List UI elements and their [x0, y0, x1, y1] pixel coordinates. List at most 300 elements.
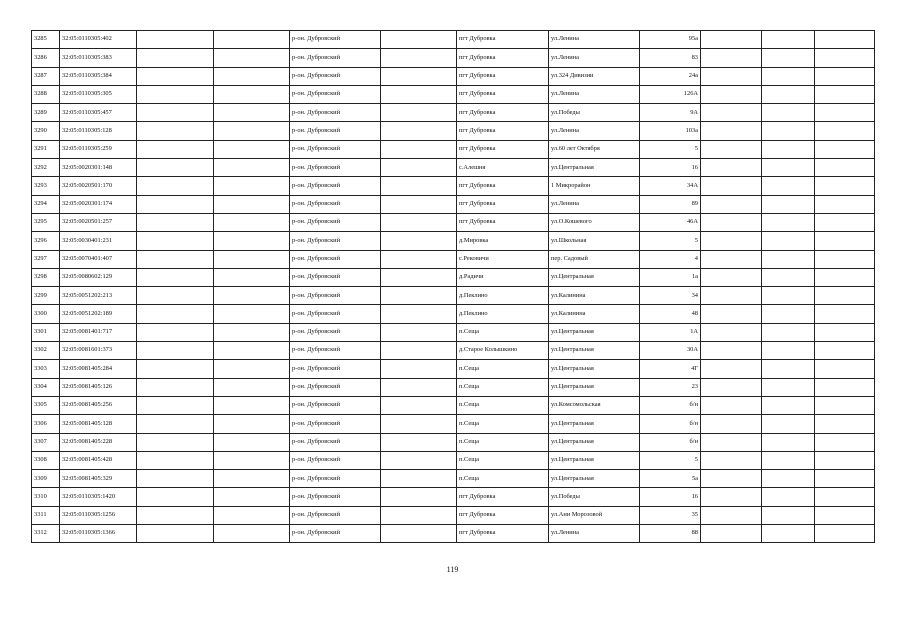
settlement-cell: пгт Дубровка	[457, 506, 549, 524]
empty-cell	[762, 287, 815, 305]
empty-cell	[137, 268, 214, 286]
empty-cell	[701, 488, 762, 506]
empty-cell	[701, 177, 762, 195]
district-cell: р-он. Дубровский	[290, 104, 381, 122]
house-number-cell: 34А	[640, 177, 701, 195]
empty-cell	[701, 140, 762, 158]
cadastral-number-cell: 32:05:0081405:128	[60, 415, 137, 433]
cadastral-number-cell: 32:05:0081405:228	[60, 433, 137, 451]
street-cell: ул.324 Дивизии	[549, 67, 640, 85]
empty-cell	[701, 506, 762, 524]
street-cell: ул.Комсомольская	[549, 396, 640, 414]
empty-cell	[381, 470, 457, 488]
settlement-cell: пгт Дубровка	[457, 525, 549, 543]
empty-cell	[815, 451, 875, 469]
empty-cell	[137, 67, 214, 85]
district-cell: р-он. Дубровский	[290, 506, 381, 524]
empty-cell	[381, 396, 457, 414]
street-cell: ул.Ленина	[549, 85, 640, 103]
cadastral-number-cell: 32:05:0081405:284	[60, 360, 137, 378]
empty-cell	[815, 67, 875, 85]
house-number-cell: 1а	[640, 268, 701, 286]
table-row	[32, 268, 875, 286]
house-number-cell: 126А	[640, 85, 701, 103]
table-row	[32, 67, 875, 85]
settlement-cell: д.Радичи	[457, 268, 549, 286]
empty-cell	[137, 433, 214, 451]
cadastral-number-cell: 32:05:0110305:259	[60, 140, 137, 158]
empty-cell	[815, 49, 875, 67]
settlement-cell: пгт Дубровка	[457, 195, 549, 213]
empty-cell	[214, 506, 290, 524]
empty-cell	[214, 433, 290, 451]
street-cell: ул.Центральная	[549, 378, 640, 396]
house-number-cell: 23	[640, 378, 701, 396]
row-number-cell: 3312	[32, 525, 60, 543]
cadastral-number-cell: 32:05:0081405:126	[60, 378, 137, 396]
street-cell: ул.Центральная	[549, 323, 640, 341]
row-number-cell: 3302	[32, 342, 60, 360]
cadastral-number-cell: 32:05:0110305:1420	[60, 488, 137, 506]
empty-cell	[762, 415, 815, 433]
cadastral-number-cell: 32:05:0110305:128	[60, 122, 137, 140]
street-cell: ул.Ленина	[549, 122, 640, 140]
empty-cell	[815, 31, 875, 49]
empty-cell	[762, 177, 815, 195]
row-number-cell: 3300	[32, 305, 60, 323]
empty-cell	[214, 67, 290, 85]
table-row	[32, 415, 875, 433]
empty-cell	[214, 159, 290, 177]
cadastral-number-cell: 32:05:0020501:257	[60, 213, 137, 231]
empty-cell	[701, 159, 762, 177]
empty-cell	[815, 342, 875, 360]
table-row	[32, 396, 875, 414]
house-number-cell: 5а	[640, 470, 701, 488]
empty-cell	[214, 305, 290, 323]
empty-cell	[762, 213, 815, 231]
cadastral-number-cell: 32:05:0070401:407	[60, 250, 137, 268]
house-number-cell: 89	[640, 195, 701, 213]
empty-cell	[137, 104, 214, 122]
settlement-cell: пгт Дубровка	[457, 85, 549, 103]
cadastral-number-cell: 32:05:0051202:213	[60, 287, 137, 305]
empty-cell	[137, 122, 214, 140]
district-cell: р-он. Дубровский	[290, 195, 381, 213]
settlement-cell: д.Мировка	[457, 232, 549, 250]
district-cell: р-он. Дубровский	[290, 342, 381, 360]
empty-cell	[214, 396, 290, 414]
district-cell: р-он. Дубровский	[290, 232, 381, 250]
table-row	[32, 104, 875, 122]
empty-cell	[381, 287, 457, 305]
house-number-cell: 5	[640, 140, 701, 158]
house-number-cell: б/н	[640, 433, 701, 451]
empty-cell	[762, 159, 815, 177]
empty-cell	[137, 360, 214, 378]
district-cell: р-он. Дубровский	[290, 31, 381, 49]
row-number-cell: 3289	[32, 104, 60, 122]
empty-cell	[137, 415, 214, 433]
cadastral-number-cell: 32:05:0081401:717	[60, 323, 137, 341]
street-cell: ул.Ленина	[549, 31, 640, 49]
empty-cell	[815, 232, 875, 250]
row-number-cell: 3303	[32, 360, 60, 378]
empty-cell	[815, 378, 875, 396]
empty-cell	[137, 195, 214, 213]
settlement-cell: пгт Дубровка	[457, 67, 549, 85]
empty-cell	[381, 250, 457, 268]
empty-cell	[701, 122, 762, 140]
empty-cell	[762, 104, 815, 122]
settlement-cell: пгт Дубровка	[457, 140, 549, 158]
empty-cell	[701, 104, 762, 122]
street-cell: ул.Центральная	[549, 470, 640, 488]
empty-cell	[381, 268, 457, 286]
empty-cell	[137, 140, 214, 158]
empty-cell	[815, 177, 875, 195]
cadastral-number-cell: 32:05:0110305:1256	[60, 506, 137, 524]
empty-cell	[137, 342, 214, 360]
house-number-cell: 1А	[640, 323, 701, 341]
table-row	[32, 378, 875, 396]
settlement-cell: с.Рековичи	[457, 250, 549, 268]
empty-cell	[381, 49, 457, 67]
table-row	[32, 195, 875, 213]
cadastral-number-cell: 32:05:0020301:174	[60, 195, 137, 213]
row-number-cell: 3292	[32, 159, 60, 177]
row-number-cell: 3310	[32, 488, 60, 506]
cadastral-number-cell: 32:05:0081405:256	[60, 396, 137, 414]
empty-cell	[214, 213, 290, 231]
table-row	[32, 323, 875, 341]
empty-cell	[701, 433, 762, 451]
empty-cell	[137, 177, 214, 195]
empty-cell	[815, 415, 875, 433]
empty-cell	[701, 250, 762, 268]
district-cell: р-он. Дубровский	[290, 323, 381, 341]
empty-cell	[137, 451, 214, 469]
settlement-cell: п.Сеща	[457, 396, 549, 414]
empty-cell	[214, 195, 290, 213]
empty-cell	[214, 49, 290, 67]
settlement-cell: д.Пеклино	[457, 287, 549, 305]
district-cell: р-он. Дубровский	[290, 378, 381, 396]
empty-cell	[381, 85, 457, 103]
house-number-cell: 48	[640, 305, 701, 323]
street-cell: ул.Центральная	[549, 342, 640, 360]
empty-cell	[137, 378, 214, 396]
settlement-cell: пгт Дубровка	[457, 488, 549, 506]
district-cell: р-он. Дубровский	[290, 525, 381, 543]
district-cell: р-он. Дубровский	[290, 451, 381, 469]
empty-cell	[815, 506, 875, 524]
empty-cell	[701, 323, 762, 341]
empty-cell	[762, 67, 815, 85]
table-row	[32, 140, 875, 158]
empty-cell	[137, 250, 214, 268]
settlement-cell: п.Сеща	[457, 433, 549, 451]
district-cell: р-он. Дубровский	[290, 396, 381, 414]
empty-cell	[815, 85, 875, 103]
empty-cell	[381, 195, 457, 213]
empty-cell	[214, 232, 290, 250]
house-number-cell: 16	[640, 488, 701, 506]
house-number-cell: 30А	[640, 342, 701, 360]
empty-cell	[214, 470, 290, 488]
street-cell: ул.Ани Морозовой	[549, 506, 640, 524]
empty-cell	[701, 213, 762, 231]
empty-cell	[214, 323, 290, 341]
settlement-cell: п.Сеща	[457, 360, 549, 378]
cadastral-number-cell: 32:05:0020301:148	[60, 159, 137, 177]
empty-cell	[381, 232, 457, 250]
empty-cell	[815, 433, 875, 451]
row-number-cell: 3301	[32, 323, 60, 341]
empty-cell	[762, 268, 815, 286]
empty-cell	[762, 232, 815, 250]
empty-cell	[815, 525, 875, 543]
empty-cell	[381, 342, 457, 360]
empty-cell	[381, 506, 457, 524]
house-number-cell: 95а	[640, 31, 701, 49]
table-body	[32, 31, 875, 543]
empty-cell	[214, 287, 290, 305]
empty-cell	[381, 159, 457, 177]
row-number-cell: 3311	[32, 506, 60, 524]
empty-cell	[762, 250, 815, 268]
street-cell: ул.Победы	[549, 104, 640, 122]
cadastral-number-cell: 32:05:0110305:402	[60, 31, 137, 49]
house-number-cell: 35	[640, 506, 701, 524]
district-cell: р-он. Дубровский	[290, 49, 381, 67]
district-cell: р-он. Дубровский	[290, 360, 381, 378]
row-number-cell: 3305	[32, 396, 60, 414]
empty-cell	[381, 213, 457, 231]
row-number-cell: 3309	[32, 470, 60, 488]
empty-cell	[762, 378, 815, 396]
empty-cell	[214, 122, 290, 140]
settlement-cell: с.Алешня	[457, 159, 549, 177]
empty-cell	[214, 85, 290, 103]
cadastral-number-cell: 32:05:0081601:373	[60, 342, 137, 360]
empty-cell	[381, 488, 457, 506]
empty-cell	[137, 287, 214, 305]
empty-cell	[701, 31, 762, 49]
empty-cell	[701, 67, 762, 85]
cadastral-number-cell: 32:05:0110305:384	[60, 67, 137, 85]
empty-cell	[815, 488, 875, 506]
row-number-cell: 3299	[32, 287, 60, 305]
empty-cell	[762, 85, 815, 103]
settlement-cell: п.Сеща	[457, 378, 549, 396]
table-row	[32, 232, 875, 250]
empty-cell	[762, 433, 815, 451]
empty-cell	[762, 195, 815, 213]
house-number-cell: 46А	[640, 213, 701, 231]
empty-cell	[815, 159, 875, 177]
row-number-cell: 3307	[32, 433, 60, 451]
house-number-cell: 88	[640, 525, 701, 543]
cadastral-number-cell: 32:05:0081405:329	[60, 470, 137, 488]
house-number-cell: 9А	[640, 104, 701, 122]
empty-cell	[762, 506, 815, 524]
table-row	[32, 488, 875, 506]
empty-cell	[214, 525, 290, 543]
empty-cell	[762, 31, 815, 49]
row-number-cell: 3285	[32, 31, 60, 49]
row-number-cell: 3297	[32, 250, 60, 268]
empty-cell	[381, 305, 457, 323]
empty-cell	[762, 140, 815, 158]
empty-cell	[381, 415, 457, 433]
street-cell: ул.Центральная	[549, 268, 640, 286]
district-cell: р-он. Дубровский	[290, 213, 381, 231]
settlement-cell: п.Сеща	[457, 451, 549, 469]
row-number-cell: 3288	[32, 85, 60, 103]
empty-cell	[815, 360, 875, 378]
settlement-cell: пгт Дубровка	[457, 122, 549, 140]
settlement-cell: пгт Дубровка	[457, 213, 549, 231]
empty-cell	[701, 195, 762, 213]
empty-cell	[381, 122, 457, 140]
empty-cell	[701, 396, 762, 414]
district-cell: р-он. Дубровский	[290, 415, 381, 433]
row-number-cell: 3291	[32, 140, 60, 158]
empty-cell	[214, 104, 290, 122]
empty-cell	[381, 323, 457, 341]
row-number-cell: 3306	[32, 415, 60, 433]
empty-cell	[214, 31, 290, 49]
table-row	[32, 250, 875, 268]
empty-cell	[815, 396, 875, 414]
table-row	[32, 470, 875, 488]
empty-cell	[137, 31, 214, 49]
empty-cell	[762, 525, 815, 543]
empty-cell	[701, 85, 762, 103]
empty-cell	[701, 525, 762, 543]
street-cell: ул.Центральная	[549, 159, 640, 177]
empty-cell	[815, 250, 875, 268]
table-row	[32, 31, 875, 49]
empty-cell	[137, 396, 214, 414]
house-number-cell: 83	[640, 49, 701, 67]
empty-cell	[137, 488, 214, 506]
page-number: 119	[446, 565, 459, 574]
empty-cell	[701, 360, 762, 378]
row-number-cell: 3287	[32, 67, 60, 85]
settlement-cell: пгт Дубровка	[457, 104, 549, 122]
district-cell: р-он. Дубровский	[290, 67, 381, 85]
cadastral-number-cell: 32:05:0110305:1366	[60, 525, 137, 543]
empty-cell	[815, 305, 875, 323]
district-cell: р-он. Дубровский	[290, 488, 381, 506]
empty-cell	[137, 525, 214, 543]
cadastral-number-cell: 32:05:0110305:383	[60, 49, 137, 67]
street-cell: ул.Ленина	[549, 49, 640, 67]
empty-cell	[701, 305, 762, 323]
table-row	[32, 287, 875, 305]
row-number-cell: 3294	[32, 195, 60, 213]
empty-cell	[701, 415, 762, 433]
empty-cell	[701, 232, 762, 250]
empty-cell	[815, 104, 875, 122]
empty-cell	[214, 140, 290, 158]
cadastral-number-cell: 32:05:0051202:189	[60, 305, 137, 323]
empty-cell	[815, 213, 875, 231]
empty-cell	[762, 396, 815, 414]
settlement-cell: пгт Дубровка	[457, 177, 549, 195]
empty-cell	[762, 323, 815, 341]
table-row	[32, 122, 875, 140]
street-cell: ул.Ленина	[549, 525, 640, 543]
house-number-cell: б/н	[640, 415, 701, 433]
empty-cell	[815, 268, 875, 286]
empty-cell	[137, 159, 214, 177]
empty-cell	[701, 287, 762, 305]
cadastral-number-cell: 32:05:0030401:231	[60, 232, 137, 250]
street-cell: ул.Калинина	[549, 287, 640, 305]
table-row	[32, 213, 875, 231]
street-cell: пер. Садовый	[549, 250, 640, 268]
district-cell: р-он. Дубровский	[290, 268, 381, 286]
row-number-cell: 3286	[32, 49, 60, 67]
settlement-cell: пгт Дубровка	[457, 49, 549, 67]
settlement-cell: п.Сеща	[457, 415, 549, 433]
row-number-cell: 3296	[32, 232, 60, 250]
house-number-cell: 103а	[640, 122, 701, 140]
empty-cell	[137, 323, 214, 341]
empty-cell	[815, 323, 875, 341]
empty-cell	[214, 268, 290, 286]
empty-cell	[701, 451, 762, 469]
settlement-cell: п.Сеща	[457, 470, 549, 488]
empty-cell	[815, 140, 875, 158]
street-cell: ул.Школьная	[549, 232, 640, 250]
table-row	[32, 433, 875, 451]
empty-cell	[381, 451, 457, 469]
empty-cell	[762, 305, 815, 323]
street-cell: ул.Центральная	[549, 415, 640, 433]
cadastral-number-cell: 32:05:0081405:428	[60, 451, 137, 469]
district-cell: р-он. Дубровский	[290, 305, 381, 323]
empty-cell	[381, 104, 457, 122]
empty-cell	[214, 378, 290, 396]
table-row	[32, 506, 875, 524]
empty-cell	[701, 342, 762, 360]
house-number-cell: 24а	[640, 67, 701, 85]
street-cell: ул.Ленина	[549, 195, 640, 213]
street-cell: ул.60 лет Октября	[549, 140, 640, 158]
district-cell: р-он. Дубровский	[290, 159, 381, 177]
empty-cell	[381, 177, 457, 195]
empty-cell	[137, 470, 214, 488]
district-cell: р-он. Дубровский	[290, 140, 381, 158]
cadastral-number-cell: 32:05:0110305:305	[60, 85, 137, 103]
house-number-cell: 5	[640, 451, 701, 469]
empty-cell	[381, 378, 457, 396]
district-cell: р-он. Дубровский	[290, 287, 381, 305]
row-number-cell: 3304	[32, 378, 60, 396]
street-cell: ул.Центральная	[549, 360, 640, 378]
empty-cell	[381, 140, 457, 158]
house-number-cell: 4Г	[640, 360, 701, 378]
street-cell: ул.О.Кошевого	[549, 213, 640, 231]
empty-cell	[381, 31, 457, 49]
empty-cell	[214, 250, 290, 268]
empty-cell	[701, 378, 762, 396]
empty-cell	[137, 305, 214, 323]
